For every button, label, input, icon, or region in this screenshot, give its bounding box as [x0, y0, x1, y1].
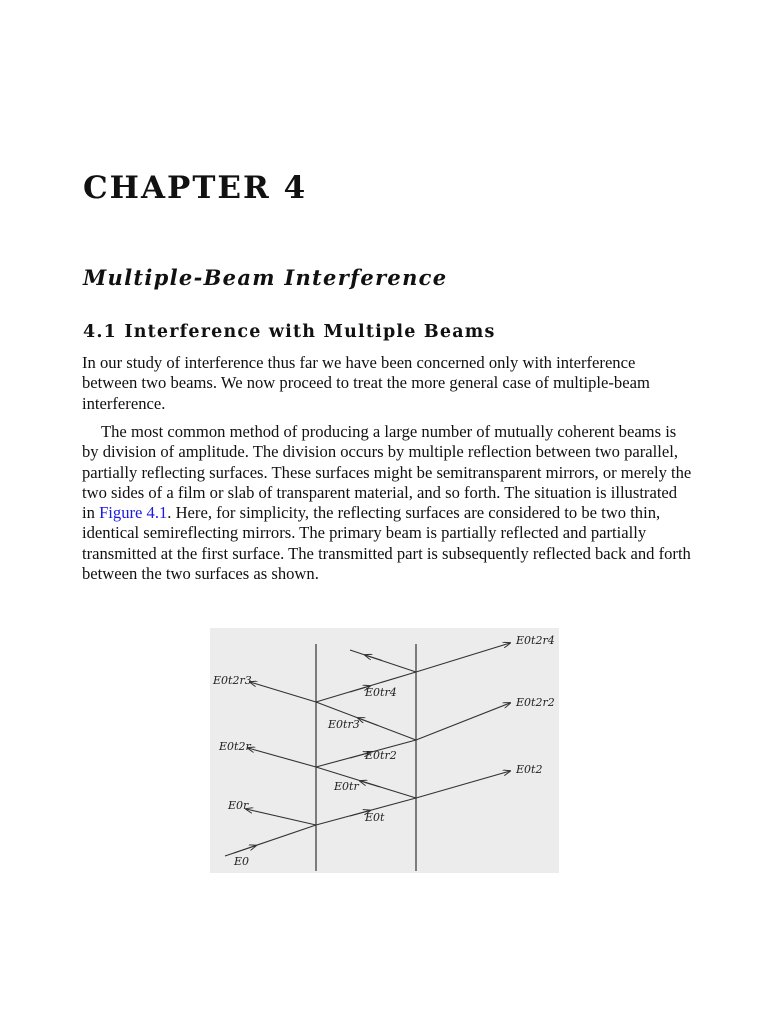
- section-heading: 4.1 Interference with Multiple Beams: [83, 322, 496, 342]
- label-inside-1: E0t: [365, 811, 385, 824]
- inside-arrow-6: [365, 655, 382, 661]
- chapter-title: CHAPTER 4: [83, 170, 308, 206]
- label-transmitted-3: E0t2r4: [516, 634, 555, 647]
- incident-arrow: [234, 846, 256, 854]
- transmitted-ray-1: [416, 771, 510, 798]
- inside-arrow-4: [358, 718, 378, 726]
- inside-arrow-2: [360, 781, 380, 787]
- label-incident: E0: [234, 855, 250, 868]
- paragraph-method-text-start: The most common method of producing a large number of mutually coherent beams is by division of amplitude. The division occurs by multiple reflection between two parallel, partially reflecting surfaces. These surfaces might be semitransparent mirrors, or merely the two sides of a film or slab of transparent material, and so forth. The situation is illustrated in: [82, 422, 692, 523]
- paragraph-intro: In our study of interference thus far we have been concerned only with interference between two beams. We now proceed to treat the more general case of multiple-beam interference.: [82, 353, 650, 413]
- transmitted-ray-2: [416, 703, 510, 740]
- figure-link[interactable]: Figure 4.1: [99, 503, 168, 523]
- figure-multiple-reflection: [210, 628, 559, 873]
- reflected-ray-1: [246, 809, 316, 825]
- reflected-ray-3: [250, 682, 316, 702]
- label-reflected-1: E0r: [228, 799, 249, 812]
- label-transmitted-2: E0t2r2: [516, 696, 555, 709]
- figure-diagram: [210, 628, 559, 873]
- label-inside-3: E0tr2: [365, 749, 397, 762]
- label-inside-2: E0tr: [334, 780, 359, 793]
- label-transmitted-1: E0t2: [516, 763, 543, 776]
- label-inside-4: E0tr3: [328, 718, 360, 731]
- label-reflected-3: E0t2r3: [213, 674, 252, 687]
- label-reflected-2: E0t2r: [219, 740, 251, 753]
- inside-ray-6: [350, 650, 416, 672]
- reflected-ray-2: [248, 748, 316, 767]
- paragraph-method: [82, 422, 692, 584]
- transmitted-ray-3: [416, 643, 510, 672]
- paragraph-method-text-end: . Here, for simplicity, the reflecting surfaces are considered to be two thin, identical semireflecting mirrors. The primary beam is partially reflected and partially transmitted at the first surface. The transmitted part is subsequently reflected back and forth between the two surfaces as shown.: [82, 503, 691, 584]
- chapter-subtitle: Multiple-Beam Interference: [83, 265, 448, 290]
- label-inside-5: E0tr4: [365, 686, 397, 699]
